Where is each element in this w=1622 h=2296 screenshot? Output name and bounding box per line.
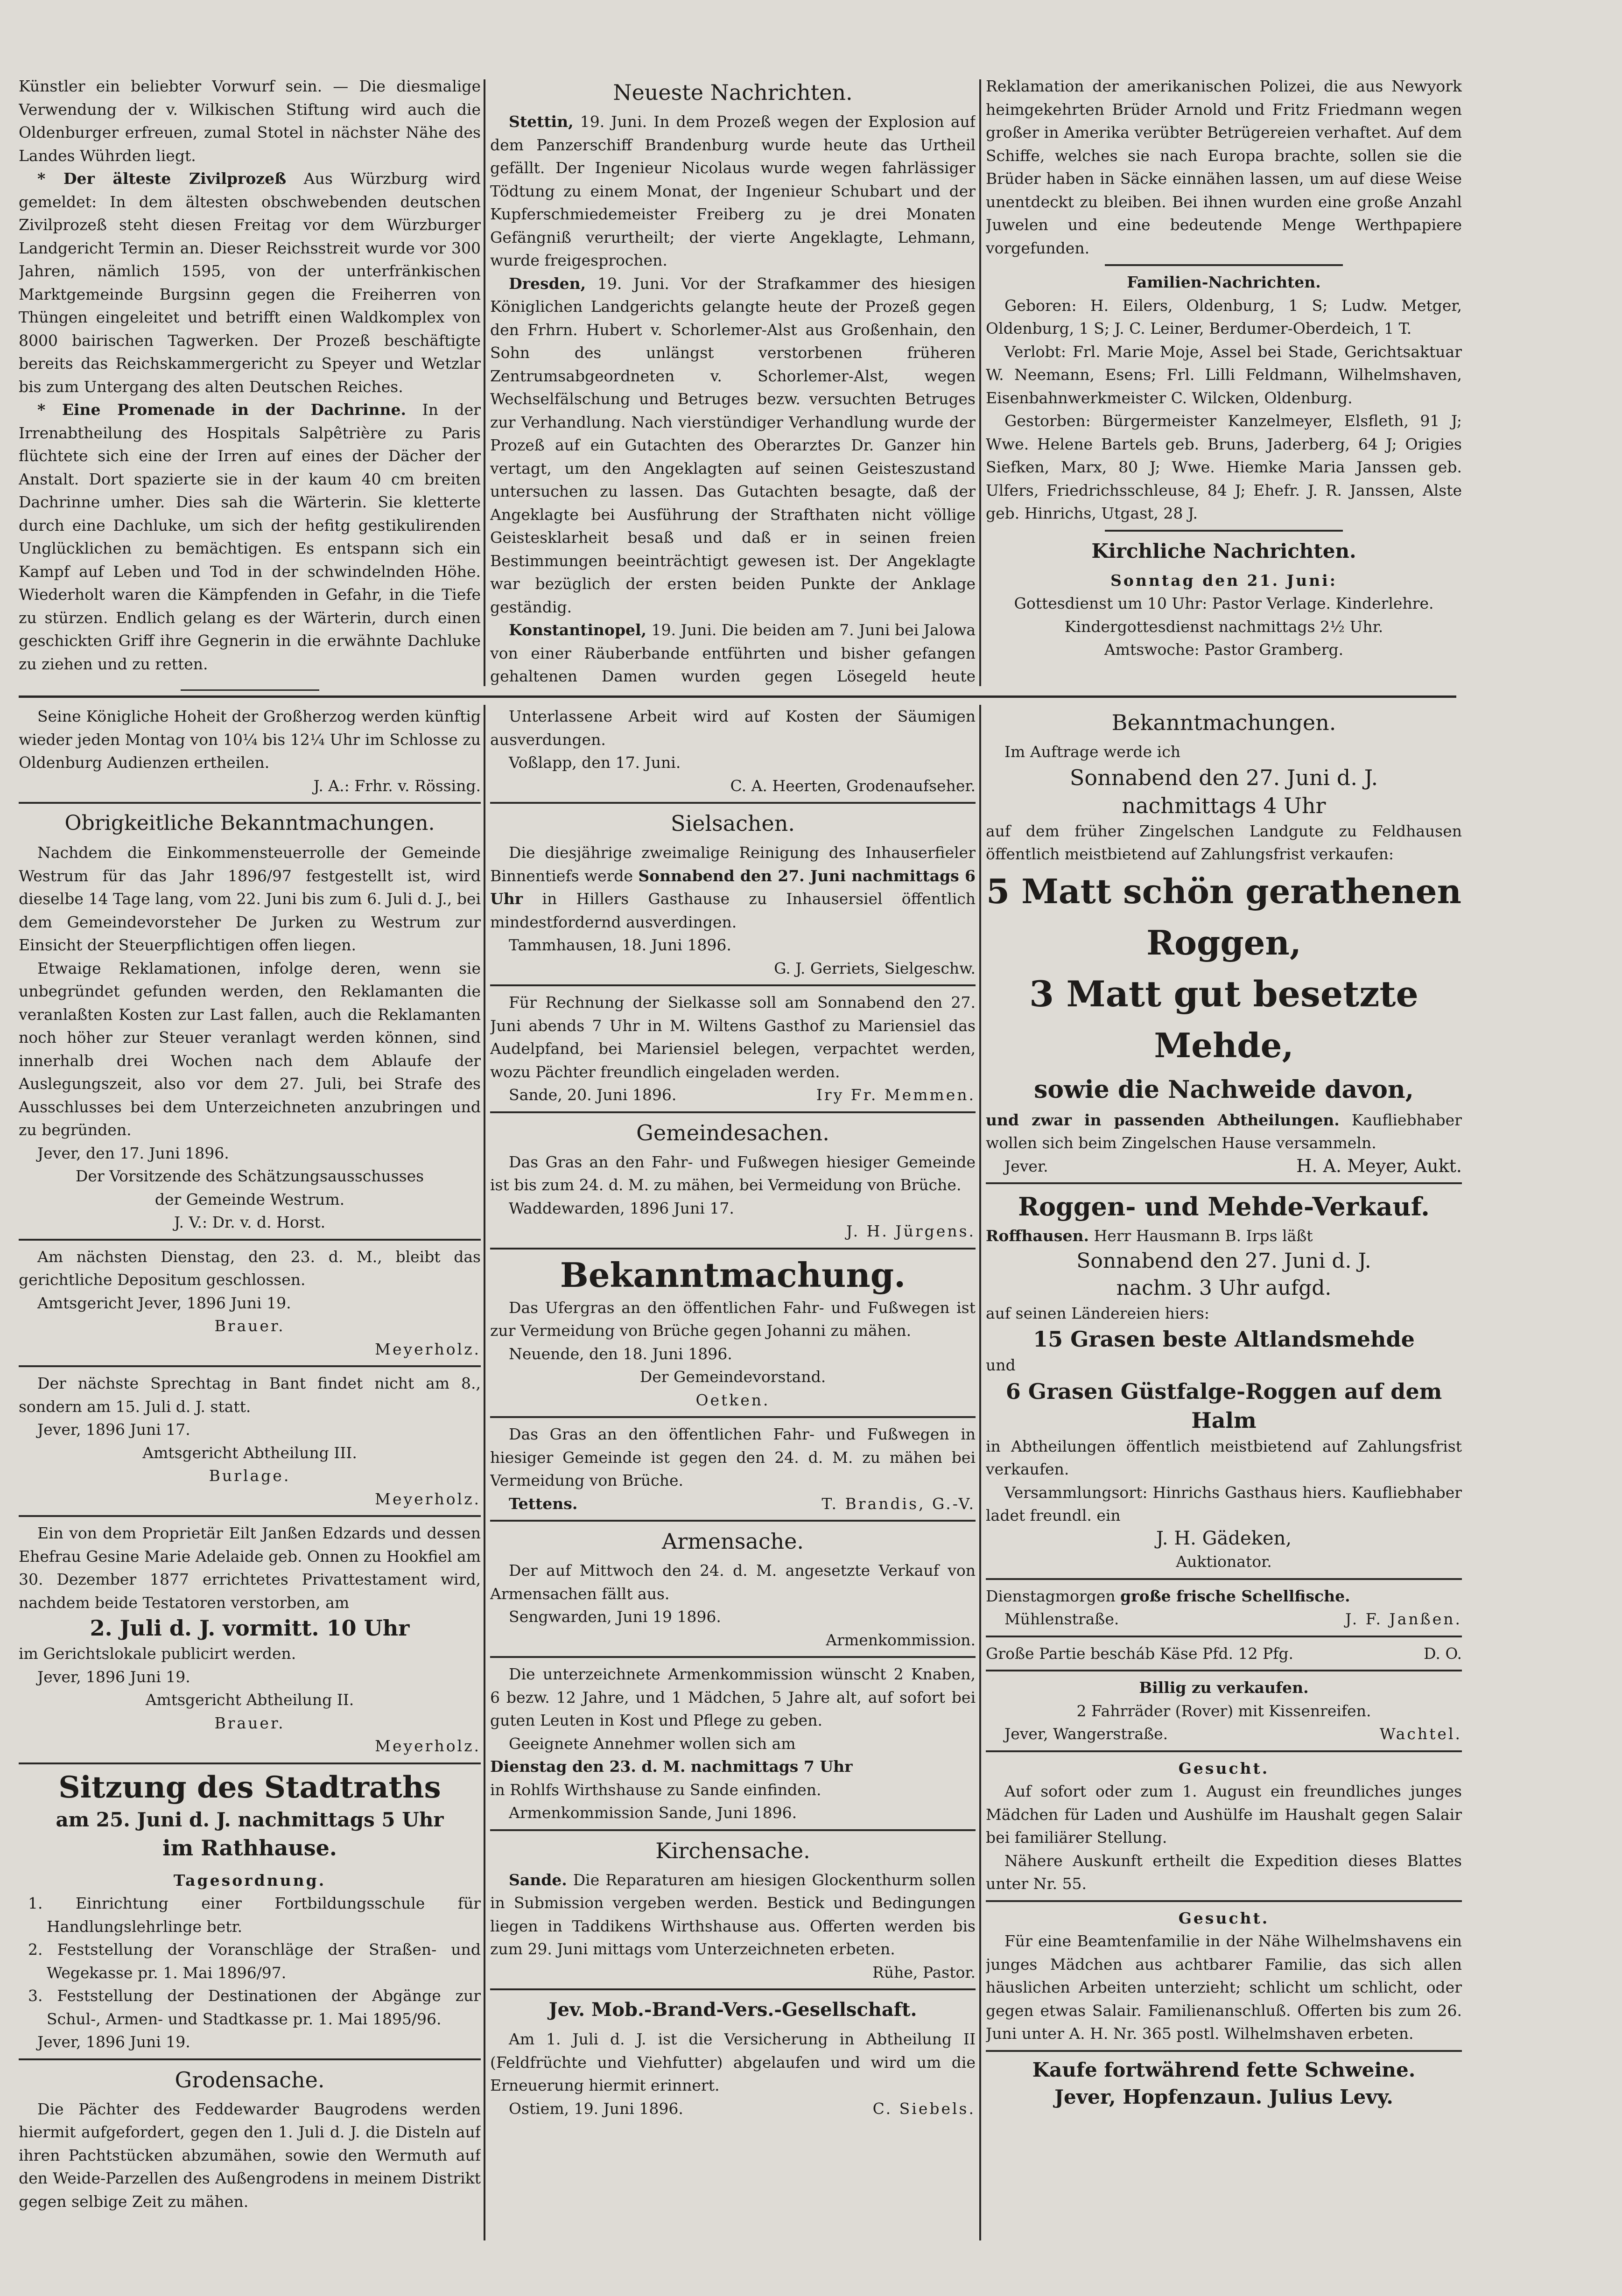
notice-text: Für Rechnung der Sielkasse soll am Sonnabend den 27. Juni abends 7 Uhr in M. Wiltens Gasthof zu Mariensiel das Audelpfand, bei Mariensiel belegen, verpachtet werden, wozu Pächter freundlich eingeladen werden. bbox=[490, 993, 976, 1081]
sale-item-big: 5 Matt schön gerathenen bbox=[986, 871, 1461, 911]
divider bbox=[1105, 530, 1343, 532]
divider bbox=[490, 1416, 976, 1418]
notice-date: Jever, 1896 Juni 19. bbox=[37, 1667, 190, 1686]
sitzung-heading: Sitzung des Stadtraths bbox=[58, 1769, 441, 1805]
notice-text: und bbox=[986, 1356, 1016, 1374]
article-text: 19. Juni. Vor der Strafkammer des hiesigen Königlichen Landgerichts gelangte heute der Prozeß gegen den Frhrn. Hubert v. Schorlemer-Alst aus Großenhain, den Sohn des unlängst verstorbenen früheren Zentrumsabgeordneten v. Schorlemer-Alst, wegen Wechselfälschung und Betruges bezw. versuchten Betruges zur Verhandlung. Nach vierstündiger Verhandlung wurde der Prozeß auf ein Gutachten des Oberarztes Dr. Ganzer hin vertagt, um den Angeklagten auf seinen Geisteszustand untersuchen zu lassen. Das Gutachten besagte, daß der Angeklagte bei Ausführung der Strafthaten nicht völlige Geistesklarheit besaß und daß er in seinen freien Bestimmungen beeinträchtigt gewesen ist. Der Angeklagte war bezüglich der ersten beiden Punkte der Anklage geständig. bbox=[490, 274, 976, 616]
divider bbox=[986, 1750, 1462, 1752]
tagesordnung-heading: Tagesordnung. bbox=[173, 1871, 326, 1889]
levy-ad-line: Jever, Hopfenzaun. Julius Levy. bbox=[1054, 2085, 1393, 2108]
notice-place: Sande. bbox=[509, 1870, 567, 1889]
notice-text: auf seinen Ländereien hiers: bbox=[986, 1304, 1209, 1322]
notice-text: Die diesjährige zweimalige Reinigung des Inhauserfieler Binnentiefs werde bbox=[490, 843, 976, 885]
notice-text: Der nächste Sprechtag in Bant findet nicht am 8., sondern am 15. Juli d. J. statt. bbox=[19, 1374, 481, 1416]
section-heading-sielsachen: Sielsachen. bbox=[670, 811, 795, 836]
divider bbox=[19, 1239, 481, 1241]
divider bbox=[490, 1111, 976, 1113]
church-date: Sonntag den 21. Juni: bbox=[1110, 571, 1337, 590]
notice-text-bold: und zwar in passenden Abtheilungen. bbox=[986, 1110, 1340, 1129]
notice-text: Kaufliebhaber wollen sich beim Zingelschen Hause versammeln. bbox=[986, 1110, 1462, 1152]
notice-text: Etwaige Reklamationen, infolge deren, wenn sie unbegründet gefunden werden, den Reklamanten die veranlaßten Kosten zur Last fallen, auch die Reklamanten noch höher zur Steuer veranlagt werden können, sind innerhalb drei Wochen nach dem Ablaufe der Auslegungszeit, also vor dem 27. Juli, bei Strafe des Ausschlusses bei dem Unterzeichneten anzubringen und zu begründen. bbox=[19, 959, 481, 1139]
column-divider bbox=[484, 705, 485, 2240]
notice-signature: J. A.: Frhr. v. Rössing. bbox=[313, 776, 481, 795]
sitzung-date: am 25. Juni d. J. nachmittags 5 Uhr bbox=[56, 1808, 444, 1831]
dateline-city: Stettin, bbox=[509, 112, 574, 131]
divider bbox=[490, 1829, 976, 1831]
notice-text: Für eine Beamtenfamilie in der Nähe Wilhelmshavens ein junges Mädchen aus achtbarer Familie, das sich allen häuslichen Arbeiten unterzieht; schlicht um schlicht, oder gegen etwas Salair. Familienanschluß. Offerten bis zum 26. Juni unter A. H. Nr. 365 postl. Wilhelmshaven erbeten. bbox=[986, 1932, 1462, 2043]
notice-date-emphasis: Dienstag den 23. d. M. nachmittags 7 Uhr bbox=[490, 1757, 853, 1776]
notice-date-emphasis: nachm. 3 Uhr aufgd. bbox=[1116, 1276, 1332, 1300]
divider bbox=[490, 1988, 976, 1990]
notice-text: Im Auftrage werde ich bbox=[1004, 743, 1180, 761]
notice-text: Die Reparaturen am hiesigen Glockenthurm sollen in Submission vergeben werden. Bestick und Bedingungen liegen in Taddikens Wirthshause aus. Offerten werden bis zum 29. Juni mittags vom Unterzeichneten erbeten. bbox=[490, 1870, 976, 1958]
notice-signature: Meyerholz. bbox=[375, 1340, 481, 1358]
notice-signature: Armenkommission Sande, Juni 1896. bbox=[509, 1804, 797, 1822]
section-heading-obrigkeitliche: Obrigkeitliche Bekanntmachungen. bbox=[64, 811, 435, 835]
notice-date: Jever, 1896 Juni 19. bbox=[37, 2033, 190, 2051]
heading-gesucht: Gesucht. bbox=[1178, 1759, 1270, 1777]
divider bbox=[986, 1182, 1462, 1184]
notice-signature: G. J. Gerriets, Sielgeschw. bbox=[774, 959, 976, 977]
notice-text: Die Pächter des Feddewarder Baugrodens werden hiermit aufgefordert, gegen den 1. Juli d. J. die Disteln auf ihren Pachtstücken abzumähen, sowie den Wermuth auf den Weide-Parzellen des Außengrodens in meinem Distrikt gegen selbige Zeit zu mähen. bbox=[19, 2099, 481, 2211]
notice-signature: Meyerholz. bbox=[375, 1489, 481, 1508]
notice-date-emphasis: nachmittags 4 Uhr bbox=[1122, 793, 1326, 818]
notice-text: Das Gras an den öffentlichen Fahr- und Fußwegen in hiesiger Gemeinde ist gegen den 24. d. M. zu mähen bei Vermeidung von Brüche. bbox=[490, 1425, 976, 1489]
church-service: Gottesdienst um 10 Uhr: Pastor Verlage. Kinderlehre. bbox=[1014, 594, 1434, 612]
notice-text: 2 Fahrräder (Rover) mit Kissenreifen. bbox=[1076, 1701, 1371, 1720]
notice-text-bold: große frische Schellfische. bbox=[1120, 1587, 1350, 1605]
notice-date: Sande, 20. Juni 1896. bbox=[509, 1086, 677, 1104]
agenda-item: 1. Einrichtung einer Fortbildungsschule für Handlungslehrlinge betr. bbox=[28, 1894, 481, 1936]
notice-text: Am 1. Juli d. J. ist die Versicherung in Abtheilung II (Feldfrüchte und Viehfutter) abgelaufen und wird um die Erneuerung hiermit erinnert. bbox=[490, 2030, 976, 2094]
section-divider bbox=[19, 695, 1456, 698]
notice-text: in Abtheilungen öffentlich meistbietend auf Zahlungsfrist verkaufen. bbox=[986, 1437, 1462, 1478]
roggen-mehde-heading: Roggen- und Mehde-Verkauf. bbox=[1018, 1192, 1430, 1222]
notice-signature: Rühe, Pastor. bbox=[872, 1963, 976, 1981]
notice-text: Versammlungsort: Hinrichs Gasthaus hiers. Kaufliebhaber ladet freundl. ein bbox=[986, 1483, 1462, 1524]
section-heading-jev-mob: Jev. Mob.-Brand-Vers.-Gesellschaft. bbox=[548, 1999, 917, 2021]
notice-signature: Auktionator. bbox=[1176, 1552, 1272, 1571]
divider bbox=[490, 984, 976, 986]
notice-text: Das Gras an den Fahr- und Fußwegen hiesiger Gemeinde ist bis zum 24. d. M. zu mähen, bei Vermeidung von Brüche. bbox=[490, 1152, 976, 1194]
notice-place: Jever, Wangerstraße. bbox=[1004, 1725, 1168, 1743]
notice-signature: J. F. Janßen. bbox=[1345, 1610, 1462, 1628]
notice-signature: Burlage. bbox=[209, 1467, 291, 1485]
notice-date-emphasis: Sonnabend den 27. Juni d. J. bbox=[1076, 1249, 1371, 1273]
dateline-city: Dresden, bbox=[509, 274, 586, 293]
section-heading-familien: Familien-Nachrichten. bbox=[1127, 273, 1321, 291]
sale-item-big: 3 Matt gut besetzte bbox=[1029, 973, 1418, 1015]
notice-text: Geeignete Annehmer wollen sich am bbox=[509, 1734, 796, 1753]
sale-item-big: 6 Grasen Güstfalge-Roggen auf dem Halm bbox=[1005, 1378, 1442, 1433]
article-intro: Künstler ein beliebter Vorwurf sein. — Die diesmalige Verwendung der v. Wilkischen Stiftung wird auch die Oldenburger erfreuen, zumal Stotel in nächster Nähe des Landes Wührden liegt. bbox=[19, 77, 481, 165]
notice-signature: Iry Fr. Memmen. bbox=[816, 1086, 976, 1104]
notice-signature: C. Siebels. bbox=[872, 2099, 976, 2118]
article-heading-zivilprozess: * Der älteste Zivilprozeß bbox=[37, 169, 287, 188]
family-births: Geboren: H. Eilers, Oldenburg, 1 S; Ludw. Metger, Oldenburg, 1 S; J. C. Leiner, Berdumer-Oberdeich, 1 T. bbox=[986, 296, 1462, 337]
divider bbox=[19, 1515, 481, 1517]
bottom-column-1 bbox=[19, 705, 481, 2254]
notice-place: Mühlenstraße. bbox=[1004, 1610, 1119, 1628]
divider bbox=[19, 802, 481, 804]
sitzung-place: im Rathhause. bbox=[162, 1835, 337, 1861]
bottom-column-3 bbox=[986, 705, 1462, 2254]
column-divider bbox=[484, 79, 485, 686]
column-divider bbox=[979, 79, 981, 686]
agenda-item: 2. Feststellung der Voranschläge der Straßen- und Wegekasse pr. 1. Mai 1896/97. bbox=[28, 1940, 481, 1982]
top-column-3 bbox=[986, 75, 1462, 691]
notice-signature: H. A. Meyer, Aukt. bbox=[1296, 1155, 1462, 1176]
notice-date: Waddewarden, 1896 Juni 17. bbox=[509, 1199, 734, 1217]
notice-signature: D. O. bbox=[1424, 1644, 1462, 1663]
bottom-column-2 bbox=[490, 705, 976, 2254]
section-heading-armensache: Armensache. bbox=[662, 1529, 804, 1554]
section-heading-kirchliche: Kirchliche Nachrichten. bbox=[1091, 539, 1356, 562]
notice-text: Der auf Mittwoch den 24. d. M. angesetzte Verkauf von Armensachen fällt aus. bbox=[490, 1561, 976, 1603]
notice-signature: Brauer. bbox=[214, 1713, 285, 1732]
notice-signature: J. H. Gädeken, bbox=[1156, 1527, 1292, 1549]
notice-text: Die unterzeichnete Armenkommission wünscht 2 Knaben, 6 bezw. 12 Jahre, und 1 Mädchen, 5 Jahre alt, auf sofort bei guten Leuten in Kost und Pflege zu geben. bbox=[490, 1665, 976, 1729]
agenda-item: 3. Feststellung der Destinationen der Abgänge zur Schul-, Armen- und Stadtkasse pr. 1. Mai 1895/96. bbox=[28, 1987, 481, 2028]
dateline-city: Konstantinopel, bbox=[509, 621, 647, 639]
sale-item-big: Roggen, bbox=[1146, 922, 1301, 962]
heading-billig: Billig zu verkaufen. bbox=[1139, 1678, 1309, 1697]
notice-signature: T. Brandis, G.-V. bbox=[822, 1494, 976, 1513]
levy-ad-line: Kaufe fortwährend fette Schweine. bbox=[1032, 2058, 1416, 2081]
notice-text: Ein von dem Proprietär Eilt Janßen Edzards und dessen Ehefrau Gesine Marie Adelaide geb. Onnen zu Hookfiel am 30. Dezember 1877 errichtetes Privattestament wird, nachdem beide Testatoren verstorben, am bbox=[19, 1524, 481, 1612]
notice-signature: Der Gemeindevorstand. bbox=[639, 1368, 826, 1386]
divider bbox=[490, 1248, 976, 1250]
church-week: Amtswoche: Pastor Gramberg. bbox=[1104, 640, 1344, 659]
church-children-service: Kindergottesdienst nachmittags 2½ Uhr. bbox=[1064, 617, 1383, 636]
notice-date: Jever, 1896 Juni 17. bbox=[37, 1420, 190, 1439]
notice-signature: Oetken. bbox=[695, 1390, 770, 1409]
article-text: 19. Juni. Die beiden am 7. Juni bei Jalowa von einer Räuberbande entführten und bisher gefangen gehaltenen Damen wurden gegen Lösegeld heute bbox=[490, 621, 976, 685]
notice-signature: Wachtel. bbox=[1379, 1725, 1462, 1743]
divider bbox=[986, 1636, 1462, 1637]
divider bbox=[986, 2050, 1462, 2052]
notice-date-emphasis: Sonnabend den 27. Juni nachmittags 6 Uhr bbox=[490, 866, 976, 908]
article-text: Reklamation der amerikanischen Polizei, die aus Newyork heimgekehrten Brüder Arnold und Fritz Friedmann wegen großer in Amerika verübter Betrügereien verhaftet. Auf dem Schiffe, welches sie nach Europa brachte, sollen sie die Brüder haben in Säcke einnähen lassen, um auf diese Weise unentdeckt zu bleiben. Bei ihnen wurden eine große Anzahl Juwelen und eine bedeutende Menge Werthpapiere vorgefunden. bbox=[986, 77, 1462, 257]
article-text: In der Irrenabtheilung des Hospitals Salpêtrière zu Paris flüchtete sich eine der Irren auf eines der Dächer der Anstalt. Dort spazierte sie in der kaum 40 cm breiten Dachrinne umher. Dies sah die Wärterin. Sie kletterte durch eine Dachluke, um sich der hefitg gestikulirenden Unglücklichen zu bemächtigen. Es entspann sich ein Kampf auf Leben und Tod in der schwindelnden Höhe. Wiederholt waren die Kämpfenden in Gefahr, in die Tiefe zu stürzen. Endlich gelang es der Wärterin, durch einen geschickten Griff ihre Gegnerin in die erwähnte Dachluke zu ziehen und zu retten. bbox=[19, 400, 481, 673]
heading-gesucht: Gesucht. bbox=[1178, 1909, 1270, 1927]
notice-date: Ostiem, 19. Juni 1896. bbox=[509, 2099, 683, 2118]
notice-text: Herr Hausmann B. Irps läßt bbox=[1094, 1227, 1313, 1245]
bekanntmachung-heading: Bekanntmachung. bbox=[560, 1255, 906, 1295]
notice-date: Jever, den 17. Juni 1896. bbox=[37, 1144, 229, 1162]
notice-signature: J. V.: Dr. v. d. Horst. bbox=[174, 1213, 326, 1231]
divider bbox=[1105, 264, 1343, 266]
notice-signature: Meyerholz. bbox=[375, 1737, 481, 1755]
notice-date: Sengwarden, Juni 19 1896. bbox=[509, 1608, 721, 1626]
divider bbox=[19, 2058, 481, 2060]
notice-text: in Rohlfs Wirthshause zu Sande einfinden. bbox=[490, 1780, 822, 1799]
divider bbox=[490, 1520, 976, 1522]
sale-item-big: 15 Grasen beste Altlandsmehde bbox=[1033, 1327, 1415, 1352]
notice-date-emphasis: Sonnabend den 27. Juni d. J. bbox=[1069, 765, 1378, 790]
notice-text: Dienstagmorgen bbox=[986, 1587, 1116, 1605]
top-column-2 bbox=[490, 75, 976, 691]
notice-date: Neuende, den 18. Juni 1896. bbox=[509, 1344, 732, 1363]
divider bbox=[490, 1656, 976, 1658]
notice-text: Auf sofort oder zum 1. August ein freundliches junges Mädchen für Laden und Aushülfe im Haushalt gegen Salair bei familiärer Stellung. bbox=[986, 1782, 1462, 1847]
divider bbox=[986, 1670, 1462, 1671]
notice-text: in Hillers Gasthause zu Inhausersiel öffentlich mindestfordernd ausverdingen. bbox=[490, 890, 976, 931]
divider bbox=[19, 1762, 481, 1764]
notice-text: Das Ufergras an den öffentlichen Fahr- und Fußwegen ist zur Vermeidung von Brüche gegen Johanni zu mähen. bbox=[490, 1298, 976, 1340]
article-text: 19. Juni. In dem Prozeß wegen der Explosion auf dem Panzerschiff Brandenburg wurde heute das Urtheil gefällt. Der Ingenieur Nicolaus wurde wegen fahrlässiger Tödtung zu einem Monat, der Ingenieur Schubart und der Kupferschmiedemeister Freiberg zu je drei Monaten Gefängniß verurtheilt; der vierte Angeklagte, Lehmann, wurde freigesprochen. bbox=[490, 112, 976, 269]
notice-date: Voßlapp, den 17. Juni. bbox=[509, 753, 681, 772]
article-text: Aus Würzburg wird gemeldet: In dem ältesten obschwebenden deutschen Zivilprozeß steht diesen Freitag vor dem Würzburger Landgericht Termin an. Dieser Reichsstreit wurde vor 300 Jahren, nämlich 1595, von der unterfränkischen Marktgemeinde Burgsinn gegen die Freiherren von Thüngen eingeleitet und betrifft einen Waldkomplex von 8000 bairischen Tagwerken. Der Prozeß beschäftigte bereits das Reichskammergericht zu Speyer und Wetzlar bis zum Untergang des alten Deutschen Reiches. bbox=[19, 169, 481, 396]
notice-signature: Brauer. bbox=[214, 1317, 285, 1335]
column-divider bbox=[979, 705, 981, 2240]
divider bbox=[181, 689, 319, 691]
section-heading-grodensache: Grodensache. bbox=[175, 2067, 325, 2092]
notice-signature: J. H. Jürgens. bbox=[846, 1222, 976, 1240]
section-heading-kirchensache: Kirchensache. bbox=[655, 1838, 810, 1863]
family-deaths: Gestorben: Bürgermeister Kanzelmeyer, Elsfleth, 91 J; Wwe. Helene Bartels geb. Bruns, Jaderberg, 64 J; Origies Siefken, Marx, 80 J; Wwe. Hiemke Maria Janssen geb. Ulfers, Friedrichsschleuse, 84 J; Ehefr. J. R. Janssen, Alste geb. Hinrichs, Utgast, 28 J. bbox=[986, 412, 1462, 522]
notice-date-emphasis: 2. Juli d. J. vormitt. 10 Uhr bbox=[90, 1615, 410, 1641]
notice-text: Am nächsten Dienstag, den 23. d. M., bleibt das gerichtliche Depositum geschlossen. bbox=[19, 1247, 481, 1289]
divider bbox=[490, 802, 976, 804]
notice-place: Amtsgericht Jever, 1896 Juni 19. bbox=[37, 1293, 291, 1312]
notice-signature: Armenkommission. bbox=[826, 1630, 976, 1649]
section-heading-gemeindesachen: Gemeindesachen. bbox=[636, 1120, 829, 1145]
notice-signature: der Gemeinde Westrum. bbox=[154, 1190, 345, 1208]
sale-item-big: Mehde, bbox=[1154, 1025, 1294, 1065]
notice-signature: C. A. Heerten, Grodenaufseher. bbox=[730, 776, 976, 795]
notice-court: Amtsgericht Abtheilung II. bbox=[145, 1691, 354, 1709]
notice-place: Tettens. bbox=[509, 1494, 578, 1513]
notice-court: Amtsgericht Abtheilung III. bbox=[142, 1443, 357, 1462]
notice-signature: Der Vorsitzende des Schätzungsausschusses bbox=[75, 1167, 424, 1185]
article-heading-promenade: * Eine Promenade in der Dachrinne. bbox=[37, 400, 407, 419]
notice-date: Tammhausen, 18. Juni 1896. bbox=[509, 936, 731, 954]
top-column-1 bbox=[19, 75, 481, 691]
divider bbox=[19, 1365, 481, 1367]
notice-text: Große Partie bescháb Käse Pfd. 12 Pfg. bbox=[986, 1644, 1294, 1663]
divider bbox=[986, 1900, 1462, 1902]
notice-text: Nähere Auskunft ertheilt die Expedition dieses Blattes unter Nr. 55. bbox=[986, 1851, 1462, 1893]
family-engagements: Verlobt: Frl. Marie Moje, Assel bei Stade, Gerichtsaktuar W. Neemann, Esens; Frl. Lilli Feldmann, Wilhelmshaven, Eisenbahnwerkmeister C. Wilcken, Oldenburg. bbox=[986, 342, 1462, 407]
section-heading-neueste-nachrichten: Neueste Nachrichten. bbox=[613, 80, 853, 105]
notice-text: im Gerichtslokale publicirt werden. bbox=[19, 1644, 296, 1663]
notice-text: Unterlassene Arbeit wird auf Kosten der Säumigen ausverdungen. bbox=[490, 707, 976, 749]
notice-place: Jever. bbox=[1004, 1157, 1048, 1175]
notice-text: Nachdem die Einkommensteuerrolle der Gemeinde Westrum für das Jahr 1896/97 festgestellt ist, wird dieselbe 14 Tage lang, vom 22. Juni bis zum 6. Juli d. J., bei dem Gemeindevorsteher De Jurken zu Westrum zur Einsicht der Steuerpflichtigen offen liegen. bbox=[19, 843, 481, 954]
section-heading-bekanntmachungen: Bekanntmachungen. bbox=[1111, 710, 1336, 735]
notice-audienz: Seine Königliche Hoheit der Großherzog werden künftig wieder jeden Montag von 10¼ bis 12¼ Uhr im Schlosse zu Oldenburg Audienzen ertheilen. bbox=[19, 707, 481, 772]
divider bbox=[986, 1578, 1462, 1580]
sale-item-big: sowie die Nachweide davon, bbox=[1034, 1075, 1414, 1104]
notice-place: Roffhausen. bbox=[986, 1227, 1089, 1245]
notice-text: auf dem früher Zingelschen Landgute zu Feldhausen öffentlich meistbietend auf Zahlungsfrist verkaufen: bbox=[986, 822, 1462, 863]
